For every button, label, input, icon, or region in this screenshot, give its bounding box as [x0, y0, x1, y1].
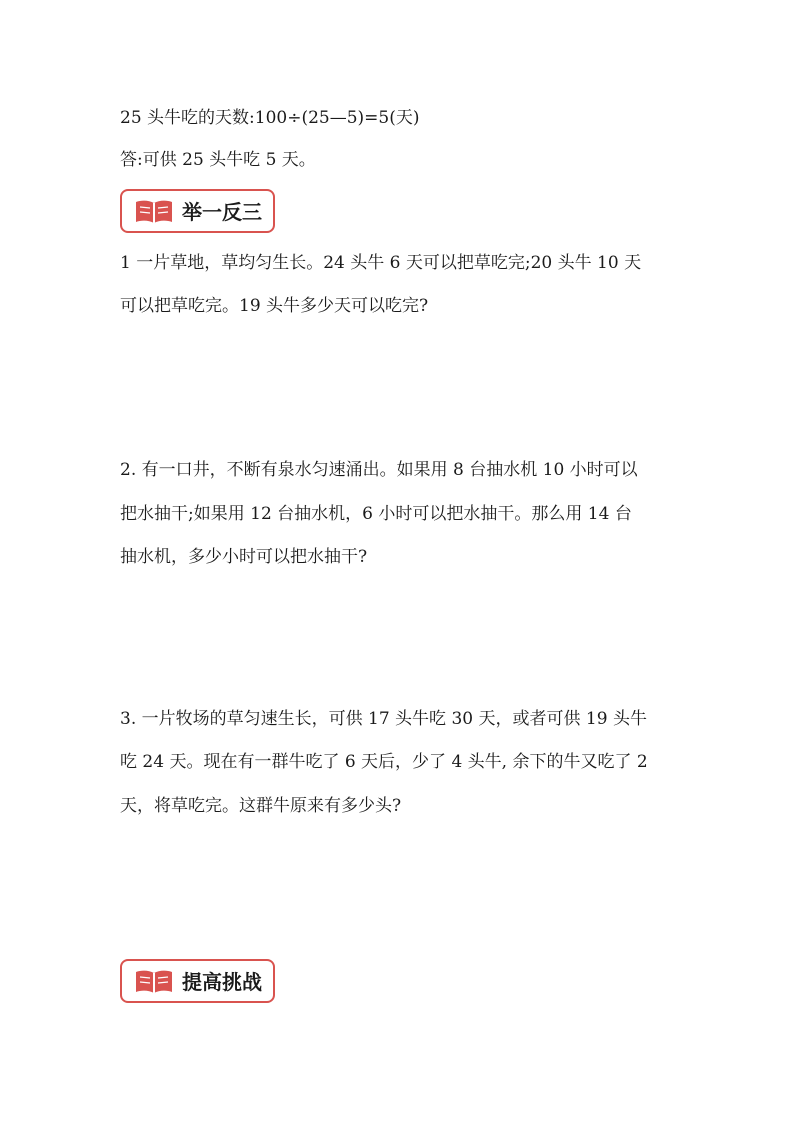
open-book-icon — [135, 199, 173, 225]
problem-1-line-1: 1 一片草地，草均匀生长。24 头牛 6 天可以把草吃完;20 头牛 10 天 — [120, 253, 642, 273]
section-title-practice: 举一反三 — [182, 200, 262, 224]
problem-3-line-1: 3. 一片牧场的草匀速生长，可供 17 头牛吃 30 天，或者可供 19 头牛 — [120, 709, 647, 729]
section-badge-practice — [120, 189, 275, 233]
section-title-challenge: 提高挑战 — [182, 970, 262, 994]
problem-2-line-3: 抽水机，多少小时可以把水抽干? — [120, 547, 368, 567]
problem-1-line-2: 可以把草吃完。19 头牛多少天可以吃完? — [120, 296, 429, 316]
open-book-icon — [135, 969, 173, 995]
problem-2-line-2: 把水抽干;如果用 12 台抽水机，6 小时可以把水抽干。那么用 14 台 — [120, 504, 632, 524]
problem-3-line-3: 天，将草吃完。这群牛原来有多少头? — [120, 796, 402, 816]
answer-calculation: 25 头牛吃的天数:100÷(25—5)=5(天) — [120, 108, 420, 128]
section-badge-challenge — [120, 959, 275, 1003]
problem-2-line-1: 2. 有一口井，不断有泉水匀速涌出。如果用 8 台抽水机 10 小时可以 — [120, 460, 638, 480]
problem-3-line-2: 吃 24 天。现在有一群牛吃了 6 天后，少了 4 头牛, 余下的牛又吃了 2 — [120, 752, 648, 772]
answer-conclusion: 答:可供 25 头牛吃 5 天。 — [120, 150, 316, 170]
